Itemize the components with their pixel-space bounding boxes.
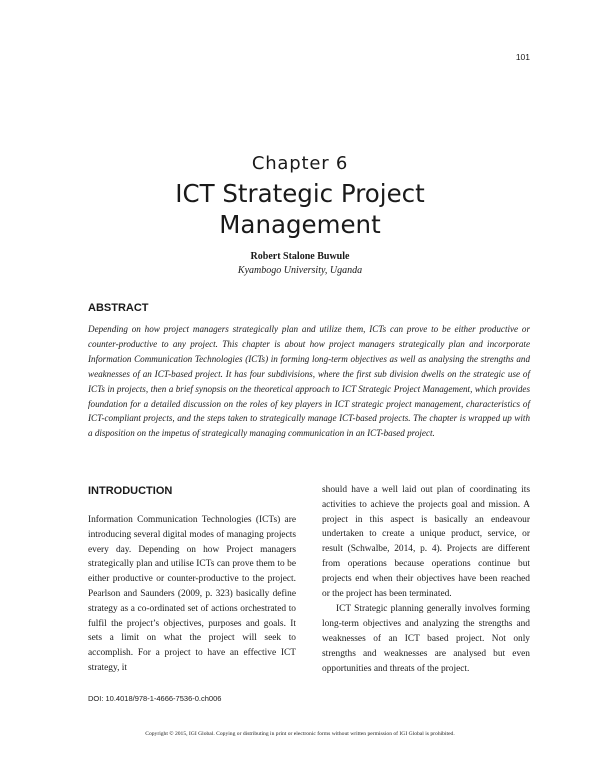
introduction-heading: INTRODUCTION xyxy=(88,485,173,497)
chapter-title-line-1: ICT Strategic Project xyxy=(175,179,425,208)
intro-left-column-paragraph: Information Communication Technologies (ICTs) are introducing several digital modes of managing projects every day. Depending on how Project managers strategically plan and utilise ICTs can prove them to be either productive or counter-productive to the project. Pearlson and Saunders (2009, p. 323) basically define strategy as a co-ordinated set of actions orchestrated to fulfil the project’s objectives, purposes and goals. It sets a limit on what the project will seek to accomplish. For a project to have an effective ICT strategy, it xyxy=(88,515,296,673)
intro-right-paragraph-2: ICT Strategic planning generally involves forming long-term objectives and analyzing the strengths and weaknesses of an ICT based project. Not only strengths and weaknesses are analysed but even opportunities and threats of the project. xyxy=(322,604,530,674)
intro-right-column xyxy=(322,483,530,676)
abstract-text: Depending on how project managers strategically plan and utilize them, ICTs can prove to be either productive or counter-productive to any project. This chapter is about how project managers strategically plan and incorporate Information Communication Technologies (ICTs) in forming long-term objectives as well as analysing the strengths and weaknesses of an ICT-based project. It has four subdivisions, where the first sub division dwells on the strategic use of ICTs in projects, then a brief synopsis on the theoretical approach to ICT Strategic Project Management, which provides foundation for a detailed discussion on the roles of key players in ICT strategic project management, characteristics of ICT-compliant projects, and the steps taken to strategically manage ICT-based projects. The chapter is wrapped up with a disposition on the impetus of strategically managing communication in an ICT-based project. xyxy=(88,324,530,439)
author-name: Robert Stalone Buwule xyxy=(250,251,350,262)
page-number: 101 xyxy=(515,52,530,62)
chapter-title xyxy=(0,178,600,240)
abstract-heading: ABSTRACT xyxy=(88,302,149,314)
intro-right-paragraph-1: should have a well laid out plan of coordinating its activities to achieve the projects goal and mission. A project in this aspect is basically an endeavour undertaken to create a unique product, service, or result (Schwalbe, 2014, p. 4). Projects are different from operations because operations continue but projects end when their objectives have been reached or the project has been terminated. xyxy=(322,485,530,599)
doi-line: DOI: 10.4018/978-1-4666-7536-0.ch006 xyxy=(88,694,222,703)
chapter-label: Chapter 6 xyxy=(251,153,349,174)
copyright-notice: Copyright © 2015, IGI Global. Copying or distributing in print or electronic forms without written permission of IGI Global is prohibited. xyxy=(145,731,455,737)
chapter-title-line-2: Management xyxy=(219,210,381,239)
author-affiliation: Kyambogo University, Uganda xyxy=(237,265,363,276)
